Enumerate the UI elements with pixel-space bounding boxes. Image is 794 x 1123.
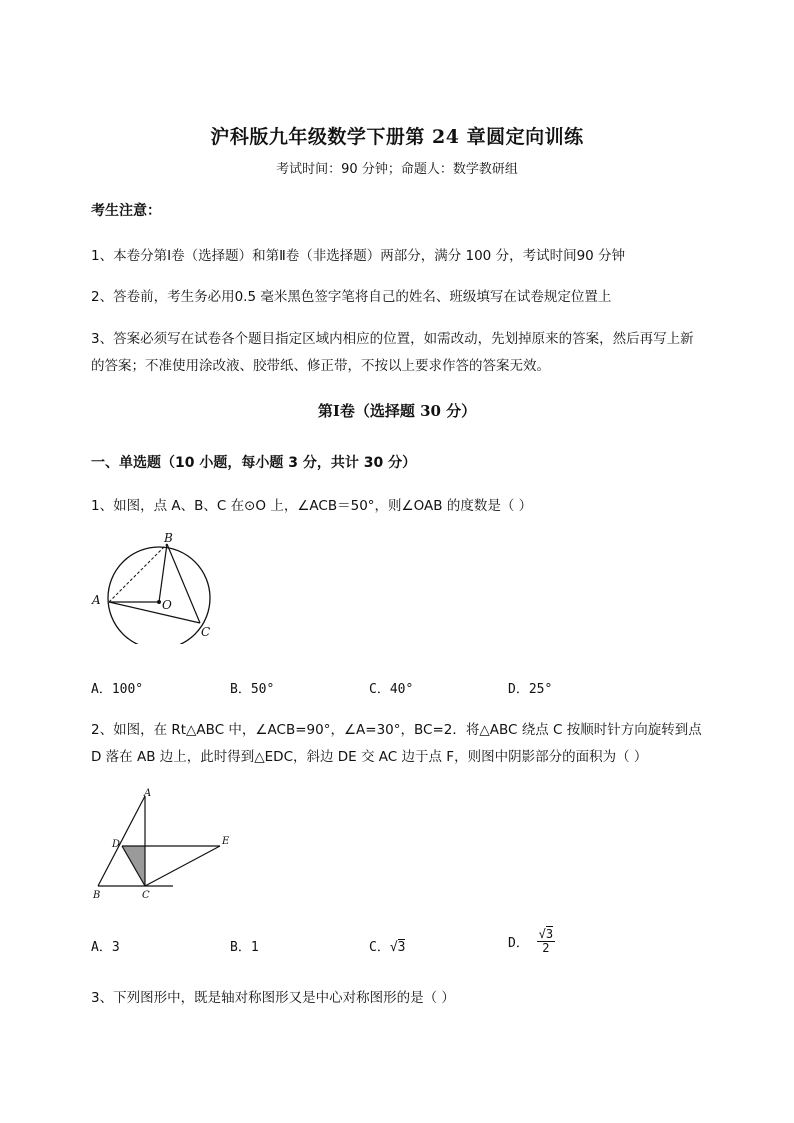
option-c-label: C． bbox=[369, 940, 390, 955]
option-c-radicand: 3 bbox=[397, 940, 406, 955]
question-3-text: 3、下列图形中，既是轴对称图形又是中心对称图形的是（ ） bbox=[91, 990, 455, 1006]
label-d: D bbox=[112, 839, 121, 850]
question-2-option-b[interactable]: B．1 bbox=[230, 940, 259, 955]
question-2-figure bbox=[88, 786, 238, 902]
label-a: A bbox=[92, 593, 101, 607]
option-d-label: D． bbox=[508, 936, 529, 952]
question-1-option-b[interactable]: B．50° bbox=[230, 682, 275, 697]
question-1-option-a[interactable]: A．100° bbox=[91, 682, 144, 697]
label-e: E bbox=[222, 836, 230, 847]
question-2-option-a[interactable]: A．3 bbox=[91, 940, 120, 955]
center-point bbox=[157, 600, 161, 604]
sqrt-icon: √ bbox=[389, 940, 398, 955]
question-2-option-d[interactable] bbox=[508, 928, 555, 955]
question-1-text: 1、如图，点 A、B、C 在⊙O 上，∠ACB＝50°，则∠OAB 的度数是（ ） bbox=[91, 498, 533, 514]
page-title: 沪科版九年级数学下册第 24 章圆定向训练 bbox=[210, 126, 584, 148]
part-heading: 一、单选题（10 小题，每小题 3 分，共计 30 分） bbox=[91, 455, 417, 471]
question-2-text-line-1: 2、如图，在 Rt△ABC 中，∠ACB=90°，∠A=30°，BC=2．将△ABC 绕点 C 按顺时针方向旋转到点 bbox=[91, 722, 702, 738]
section-title: 第Ⅰ卷（选择题 30 分） bbox=[317, 402, 477, 420]
question-1-option-d[interactable]: D．25° bbox=[508, 682, 553, 697]
label-o: O bbox=[162, 598, 172, 612]
segment-ob bbox=[159, 544, 167, 602]
option-d-denominator: 2 bbox=[542, 941, 550, 956]
segment-ab-dashed bbox=[109, 544, 167, 602]
notice-item-3: 3、答案必须写在试卷各个题目指定区域内相应的位置，如需改动，先划掉原来的答案，然后再写上新 bbox=[91, 331, 694, 347]
question-1-option-c[interactable]: C．40° bbox=[369, 682, 414, 697]
question-2-text-line-2: D 落在 AB 边上，此时得到△EDC，斜边 DE 交 AC 边于点 F，则图中阴影部分的面积为（ ） bbox=[91, 749, 648, 765]
notice-item-3-cont: 的答案；不准使用涂改液、胶带纸、修正带，不按以上要求作答的答案无效。 bbox=[91, 358, 550, 374]
segment-ac bbox=[109, 602, 200, 623]
question-1-figure bbox=[88, 532, 228, 644]
label-a: A bbox=[144, 788, 152, 799]
segment-ec bbox=[145, 846, 220, 886]
notice-heading: 考生注意： bbox=[91, 203, 161, 219]
label-c: C bbox=[201, 625, 211, 639]
label-c: C bbox=[142, 890, 150, 901]
page-subtitle: 考试时间：90 分钟；命题人：数学教研组 bbox=[276, 162, 518, 177]
label-b: B bbox=[164, 532, 173, 545]
option-d-radicand: 3 bbox=[545, 927, 554, 941]
label-b: B bbox=[93, 890, 101, 901]
question-2-option-c[interactable] bbox=[369, 936, 405, 955]
circle-o bbox=[108, 547, 210, 644]
notice-item-1: 1、本卷分第Ⅰ卷（选择题）和第Ⅱ卷（非选择题）两部分，满分 100 分，考试时间90 分钟 bbox=[91, 248, 626, 264]
segment-bc bbox=[167, 544, 200, 623]
notice-item-2: 2、答卷前，考生务必用0.5 毫米黑色签字笔将自己的姓名、班级填写在试卷规定位置上 bbox=[91, 289, 612, 305]
fraction-numerator bbox=[537, 928, 555, 942]
option-d-fraction bbox=[537, 928, 555, 955]
sqrt-icon: √ bbox=[538, 927, 546, 941]
